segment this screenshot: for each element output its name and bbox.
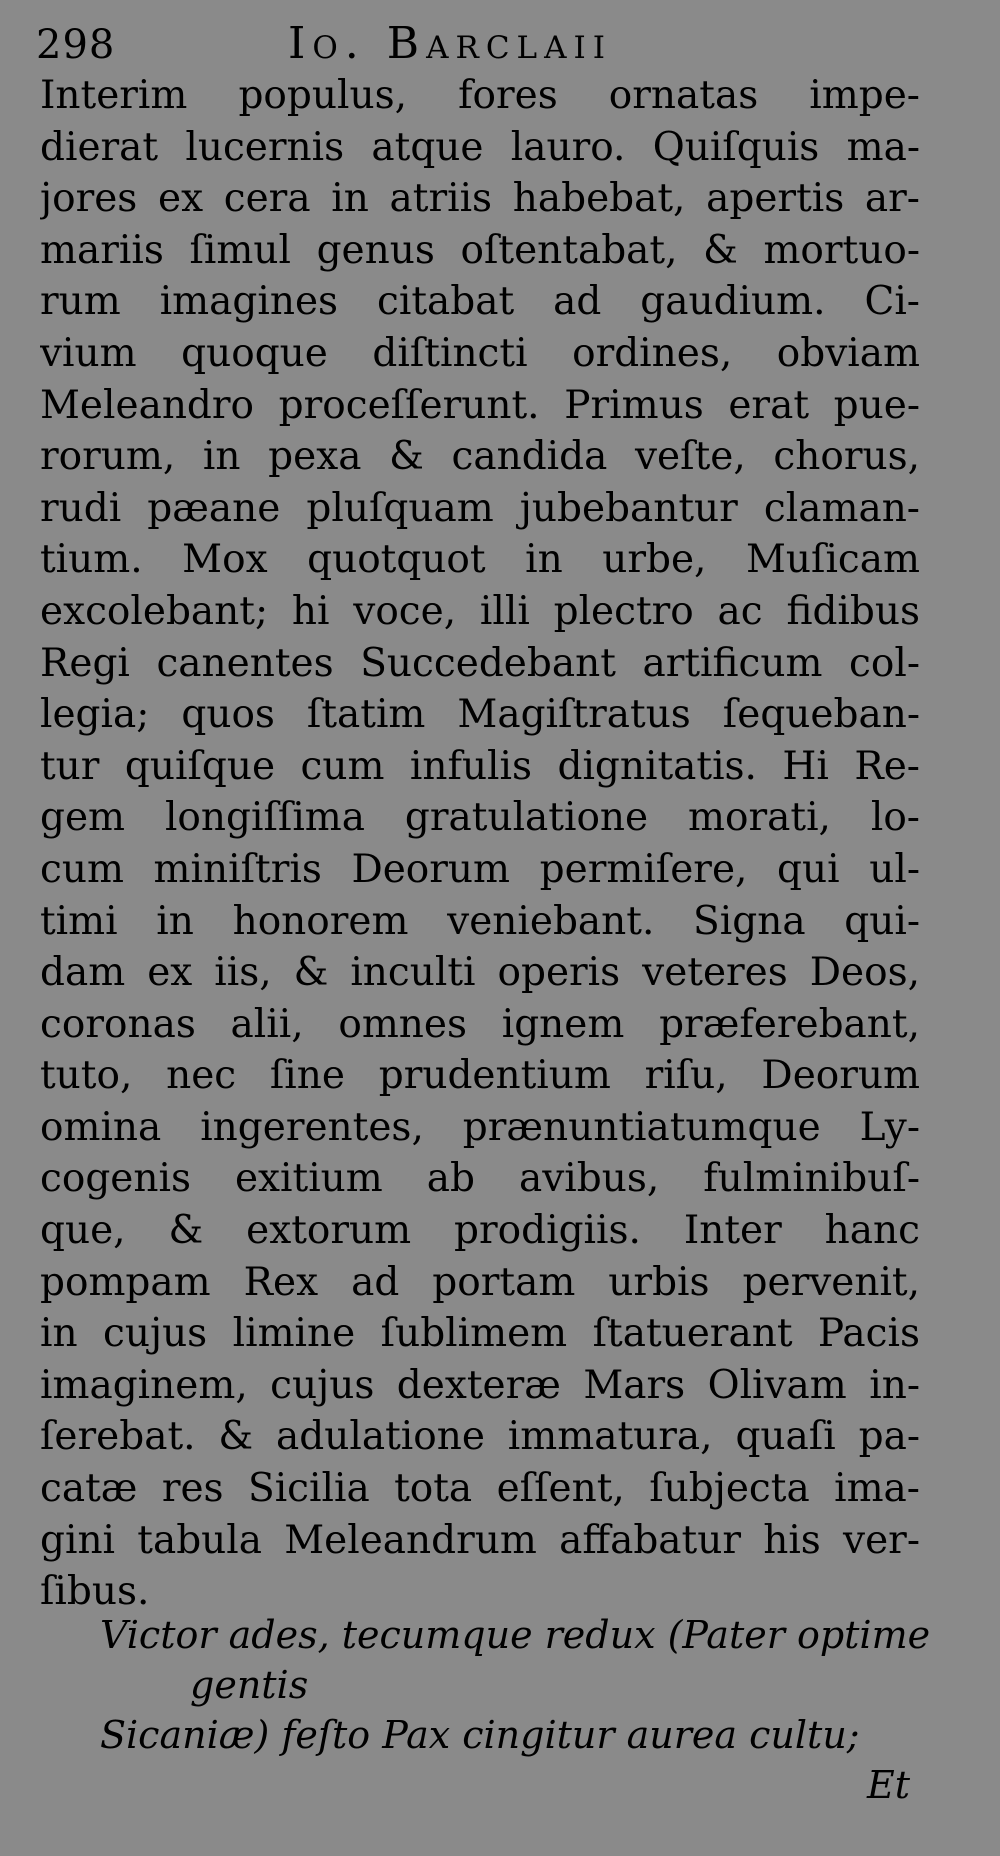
text-line: gini tabula Meleandrum affabatur his ver- bbox=[40, 1517, 920, 1563]
text-line: timi in honorem veniebant. Signa qui- bbox=[40, 898, 920, 944]
text-line: omina ingerentes, prænuntiatumque Ly- bbox=[40, 1104, 920, 1150]
text-line: imaginem, cujus dexteræ Mars Olivam in- bbox=[40, 1362, 920, 1408]
text-line: pompam Rex ad portam urbis pervenit, bbox=[40, 1259, 920, 1305]
body-text bbox=[40, 70, 920, 1618]
text-line: tuto, nec ſine prudentium riſu, Deorum bbox=[40, 1053, 920, 1099]
text-line: tium. Mox quotquot in urbe, Muſicam bbox=[40, 537, 920, 583]
verse-line: Sicaniæ) feſto Pax cingitur aurea cultu; bbox=[100, 1713, 860, 1757]
text-line: dierat lucernis atque lauro. Quiſquis ma- bbox=[40, 124, 920, 170]
text-line: que, & extorum prodigiis. Inter hanc bbox=[40, 1208, 920, 1254]
verse-line: Victor ades, tecumque redux (Pater optime bbox=[100, 1613, 931, 1657]
text-line: in cujus limine ſublimem ſtatuerant Pacis bbox=[40, 1311, 920, 1357]
text-line: jores ex cera in atriis habebat, apertis ar- bbox=[40, 176, 920, 222]
text-line: legia; quos ſtatim Magiſtratus ſequeban- bbox=[40, 692, 920, 738]
verse-line: gentis bbox=[190, 1663, 309, 1707]
catchword: Et bbox=[866, 1763, 910, 1807]
page-header bbox=[30, 18, 970, 78]
verse-block bbox=[100, 1610, 931, 1760]
text-line: gem longiſſima gratulatione morati, lo- bbox=[40, 795, 920, 841]
text-line: mariis ſimul genus oſtentabat, & mortuo- bbox=[40, 227, 920, 273]
text-line: excolebant; hi voce, illi plectro ac fidibus bbox=[40, 588, 920, 634]
text-line: cum miniſtris Deorum permiſere, qui ul- bbox=[40, 846, 920, 892]
text-line: rudi pæane pluſquam jubebantur claman- bbox=[40, 485, 920, 531]
text-line: rorum, in pexa & candida veſte, chorus, bbox=[40, 434, 920, 480]
text-line: dam ex iis, & inculti operis veteres Deos, bbox=[40, 950, 920, 996]
text-line: ſerebat. & adulatione immatura, quaſi pa- bbox=[40, 1414, 920, 1460]
page-number: 298 bbox=[36, 22, 116, 68]
text-line: rum imagines citabat ad gaudium. Ci- bbox=[40, 279, 920, 325]
text-line: Meleandro proceſſerunt. Primus erat pue- bbox=[40, 382, 920, 428]
text-line: tur quiſque cum infulis dignitatis. Hi Re- bbox=[40, 743, 920, 789]
text-line: cogenis exitium ab avibus, fulminibuſ- bbox=[40, 1156, 920, 1202]
text-line: Regi canentes Succedebant artificum col- bbox=[40, 640, 920, 686]
text-line: ſibus. bbox=[40, 1569, 150, 1615]
text-line: coronas alii, omnes ignem præferebant, bbox=[40, 1001, 920, 1047]
text-line: Interim populus, fores ornatas impe- bbox=[40, 73, 920, 118]
running-head: Io. Barclaii bbox=[288, 18, 613, 69]
text-line: vium quoque diſtincti ordines, obviam bbox=[40, 330, 920, 376]
text-line: catæ res Sicilia tota eſſent, ſubjecta ima- bbox=[40, 1466, 920, 1512]
